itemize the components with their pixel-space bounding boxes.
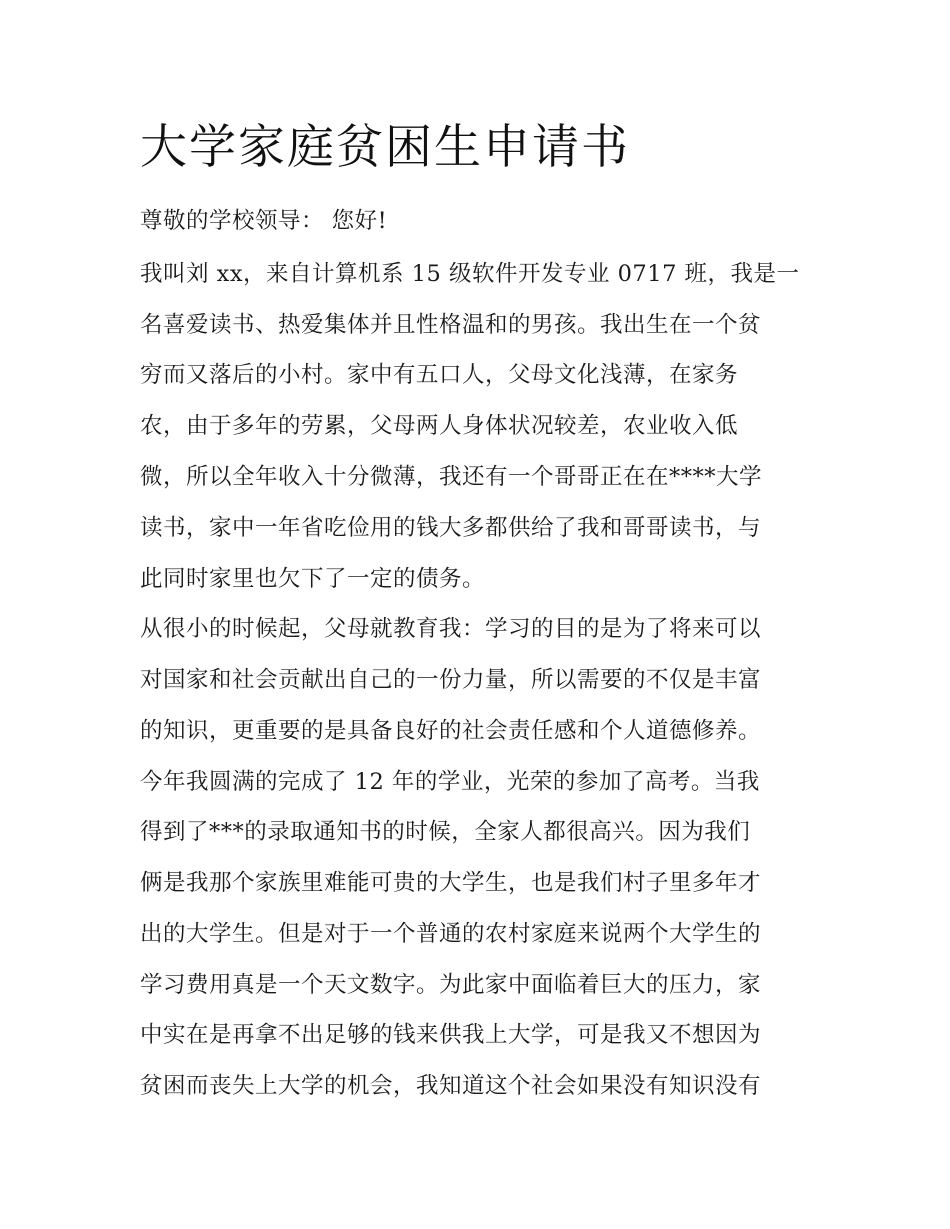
body-line: 学习费用真是一个天文数字。为此家中面临着巨大的压力，家 <box>140 972 762 998</box>
body-line: 读书，家中一年省吃俭用的钱大多都供给了我和哥哥读书，与 <box>140 515 762 541</box>
body-line: 今年我圆满的完成了 12 年的学业，光荣的参加了高考。当我 <box>140 769 760 795</box>
body-line: 微，所以全年收入十分微薄，我还有一个哥哥正在在****大学 <box>140 464 763 490</box>
body-line: 农，由于多年的劳累，父母两人身体状况较差，农业收入低 <box>140 413 739 439</box>
body-line: 的知识，更重要的是具备良好的社会责任感和个人道德修养。 <box>140 718 762 744</box>
body-line: 从很小的时候起，父母就教育我：学习的目的是为了将来可以 <box>140 616 762 642</box>
body-line: 我叫刘 xx，来自计算机系 15 级软件开发专业 0717 班，我是一 <box>140 261 800 287</box>
body-line: 出的大学生。但是对于一个普通的农村家庭来说两个大学生的 <box>140 921 762 947</box>
body-line: 穷而又落后的小村。家中有五口人，父母文化浅薄，在家务 <box>140 362 739 388</box>
body-line: 俩是我那个家族里难能可贵的大学生，也是我们村子里多年才 <box>140 870 762 896</box>
body-line: 中实在是再拿不出足够的钱来供我上大学，可是我又不想因为 <box>140 1022 762 1048</box>
body-line: 得到了***的录取通知书的时候，全家人都很高兴。因为我们 <box>140 819 751 845</box>
body-line: 名喜爱读书、热爱集体并且性格温和的男孩。我出生在一个贫 <box>140 312 762 338</box>
body-line: 对国家和社会贡献出自己的一份力量，所以需要的不仅是丰富 <box>140 667 762 693</box>
document-title: 大学家庭贫困生申请书 <box>140 120 630 175</box>
salutation-line: 尊敬的学校领导： 您好! <box>140 208 388 234</box>
body-line: 贫困而丧失上大学的机会，我知道这个社会如果没有知识没有 <box>140 1073 762 1099</box>
body-line: 此同时家里也欠下了一定的债务。 <box>140 566 486 592</box>
